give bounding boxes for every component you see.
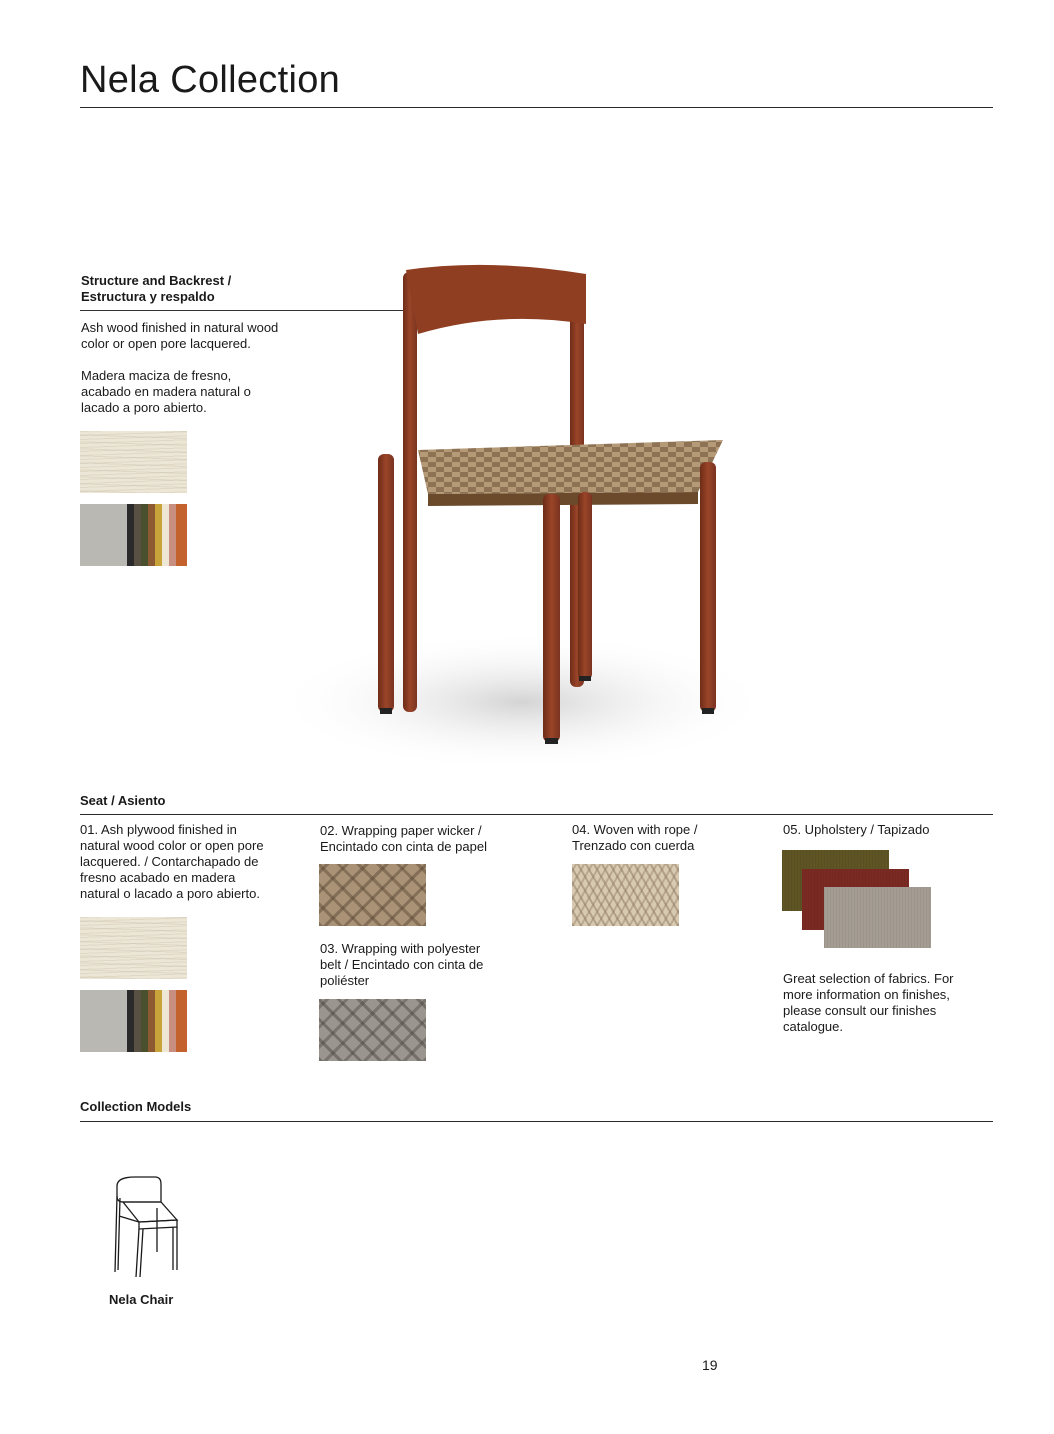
seat-lacquer-swatch: [80, 990, 187, 1052]
seat-option-03-line: 03. Wrapping with polyester: [320, 941, 481, 956]
fabric-note-line: Great selection of fabrics. For: [783, 971, 954, 986]
structure-desc-en: [81, 320, 278, 352]
seat-option-02-line: Encintado con cinta de papel: [320, 839, 487, 854]
collection-models-heading: Collection Models: [80, 1099, 192, 1114]
seat-option-01: [80, 822, 264, 902]
title-divider: [80, 107, 993, 108]
paper-wicker-swatch: [319, 864, 426, 926]
fabric-swatch-grey: [824, 887, 931, 948]
seat-option-03-line: poliéster: [320, 973, 370, 988]
fabric-note: [783, 971, 954, 1035]
structure-desc-en-line: Ash wood finished in natural wood: [81, 320, 279, 335]
seat-natural-ash-swatch: [80, 917, 187, 979]
lacquer-color-strip: [148, 990, 155, 1052]
lacquer-color-strip: [148, 504, 155, 566]
seat-option-02: [320, 823, 487, 855]
lacquer-color-strip: [162, 504, 169, 566]
seat-option-03: [320, 941, 483, 989]
lacquer-color-strip: [162, 990, 169, 1052]
lacquer-color-strip: [134, 990, 141, 1052]
seat-option-01-line: fresno acabado en madera: [80, 870, 236, 885]
fabric-note-line: please consult our finishes: [783, 1003, 937, 1018]
lacquer-color-strip: [80, 990, 127, 1052]
seat-option-04-line: 04. Woven with rope /: [572, 822, 698, 837]
polyester-belt-swatch: [319, 999, 426, 1061]
seat-option-01-line: natural o lacado a poro abierto.: [80, 886, 260, 901]
structure-desc-en-line: color or open pore lacquered.: [81, 336, 251, 351]
structure-heading-line-1: Structure and Backrest /: [81, 273, 232, 288]
seat-divider: [80, 814, 993, 815]
lacquer-color-strip: [127, 990, 134, 1052]
lacquer-color-strip: [127, 504, 134, 566]
lacquer-color-strip: [176, 504, 187, 566]
seat-option-01-line: lacquered. / Contarchapado de: [80, 854, 259, 869]
collection-models-divider: [80, 1121, 993, 1122]
seat-option-04-line: Trenzado con cuerda: [572, 838, 695, 853]
structure-heading-line-2: Estructura y respaldo: [81, 289, 215, 304]
structure-desc-es-line: acabado en madera natural o: [81, 384, 251, 399]
structure-heading: [81, 273, 231, 305]
page-number: 19: [702, 1357, 718, 1373]
seat-heading: Seat / Asiento: [80, 793, 166, 808]
structure-desc-es: [81, 368, 251, 416]
seat-option-05-line: 05. Upholstery / Tapizado: [783, 822, 930, 837]
page-title: Nela Collection: [80, 59, 341, 101]
seat-option-04: [572, 822, 698, 854]
lacquer-color-strip: [169, 504, 176, 566]
structure-natural-ash-swatch: [80, 431, 187, 493]
lacquer-color-strip: [80, 504, 127, 566]
lacquer-color-strip: [169, 990, 176, 1052]
seat-option-03-line: belt / Encintado con cinta de: [320, 957, 484, 972]
seat-option-01-line: 01. Ash plywood finished in: [80, 822, 237, 837]
structure-desc-es-line: Madera maciza de fresno,: [81, 368, 232, 383]
lacquer-color-strip: [134, 504, 141, 566]
seat-option-02-line: 02. Wrapping paper wicker /: [320, 823, 482, 838]
structure-lacquer-swatch: [80, 504, 187, 566]
rope-swatch: [572, 864, 679, 926]
lacquer-color-strip: [155, 504, 162, 566]
seat-option-01-line: natural wood color or open pore: [80, 838, 264, 853]
structure-desc-es-line: lacado a poro abierto.: [81, 400, 207, 415]
lacquer-color-strip: [155, 990, 162, 1052]
lacquer-color-strip: [176, 990, 187, 1052]
fabric-note-line: catalogue.: [783, 1019, 843, 1034]
seat-option-05: [783, 822, 929, 838]
fabric-note-line: more information on finishes,: [783, 987, 950, 1002]
lacquer-color-strip: [141, 990, 148, 1052]
chair-photo: [268, 262, 776, 762]
nela-chair-drawing-icon[interactable]: [105, 1172, 185, 1282]
lacquer-color-strip: [141, 504, 148, 566]
nela-chair-label[interactable]: Nela Chair: [109, 1292, 174, 1307]
